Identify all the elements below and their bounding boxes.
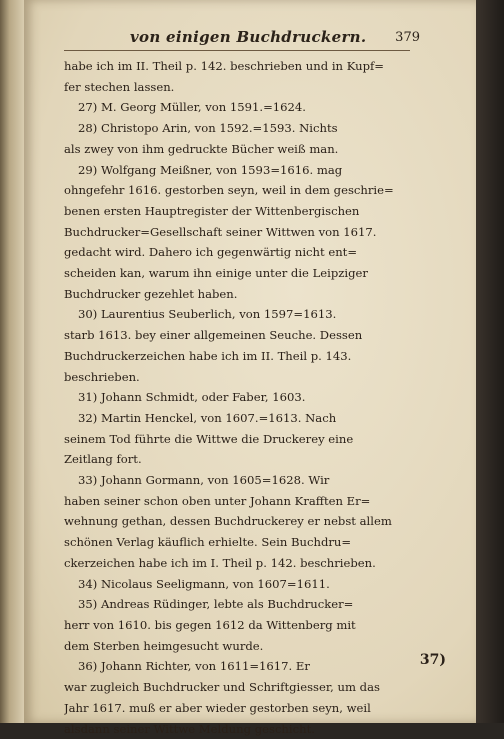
text-line: ckerzeichen habe ich im I. Theil p. 142. beschrieben. <box>64 553 416 574</box>
text-line: starb 1613. bey einer allgemeinen Seuche. Dessen <box>64 325 416 346</box>
body-text <box>64 56 416 739</box>
entry-32: 32) Martin Henckel, von 1607.=1613. Nach <box>64 408 416 429</box>
entry-34: 34) Nicolaus Seeligmann, von 1607=1611. <box>64 574 416 595</box>
text-line: beschrieben. <box>64 367 416 388</box>
text-line: seinem Tod führte die Wittwe die Druckerey eine <box>64 429 416 450</box>
entry-35: 35) Andreas Rüdinger, lebte als Buchdrucker= <box>64 594 416 615</box>
entry-36: 36) Johann Richter, von 1611=1617. Er <box>64 656 416 677</box>
text-line: scheiden kan, warum ihn einige unter die Leipziger <box>64 263 416 284</box>
text-line: als zwey von ihm gedruckte Bücher weiß man. <box>64 139 416 160</box>
catchword: 37) <box>420 652 446 668</box>
running-head: von einigen Buchdruckern. <box>130 28 366 46</box>
page-number: 379 <box>395 30 420 45</box>
text-line: war zugleich Buchdrucker und Schriftgiesser, um das <box>64 677 416 698</box>
left-page-edge <box>0 0 24 723</box>
text-line: Buchdrucker=Gesellschaft seiner Wittwen von 1617. <box>64 222 416 243</box>
text-line: benen ersten Hauptregister der Wittenbergischen <box>64 201 416 222</box>
text-line: alsdann seiner Wittwe Meldung geschicht. <box>64 719 416 739</box>
text-line: Zeitlang fort. <box>64 449 416 470</box>
text-line: herr von 1610. bis gegen 1612 da Wittenberg mit <box>64 615 416 636</box>
text-line: Buchdruckerzeichen habe ich im II. Theil p. 143. <box>64 346 416 367</box>
text-line: Jahr 1617. muß er aber wieder gestorben seyn, weil <box>64 698 416 719</box>
entry-33: 33) Johann Gormann, von 1605=1628. Wir <box>64 470 416 491</box>
text-line: habe ich im II. Theil p. 142. beschrieben und in Kupf= <box>64 56 416 77</box>
text-line: Buchdrucker gezehlet haben. <box>64 284 416 305</box>
text-line: schönen Verlag käuflich erhielte. Sein Buchdru= <box>64 532 416 553</box>
entry-29: 29) Wolfgang Meißner, von 1593=1616. mag <box>64 160 416 181</box>
text-line: haben seiner schon oben unter Johann Krafften Er= <box>64 491 416 512</box>
entry-27: 27) M. Georg Müller, von 1591.=1624. <box>64 97 416 118</box>
entry-31: 31) Johann Schmidt, oder Faber, 1603. <box>64 387 416 408</box>
page-header <box>90 24 420 46</box>
text-line: ohngefehr 1616. gestorben seyn, weil in dem geschrie= <box>64 180 416 201</box>
text-line: dem Sterben heimgesucht wurde. <box>64 636 416 657</box>
text-line: fer stechen lassen. <box>64 77 416 98</box>
right-background <box>476 0 504 723</box>
entry-30: 30) Laurentius Seuberlich, von 1597=1613. <box>64 304 416 325</box>
text-line: wehnung gethan, dessen Buchdruckerey er nebst allem <box>64 511 416 532</box>
header-rule <box>64 50 410 51</box>
text-line: gedacht wird. Dahero ich gegenwärtig nicht ent= <box>64 242 416 263</box>
entry-28: 28) Christopo Arin, von 1592.=1593. Nichts <box>64 118 416 139</box>
